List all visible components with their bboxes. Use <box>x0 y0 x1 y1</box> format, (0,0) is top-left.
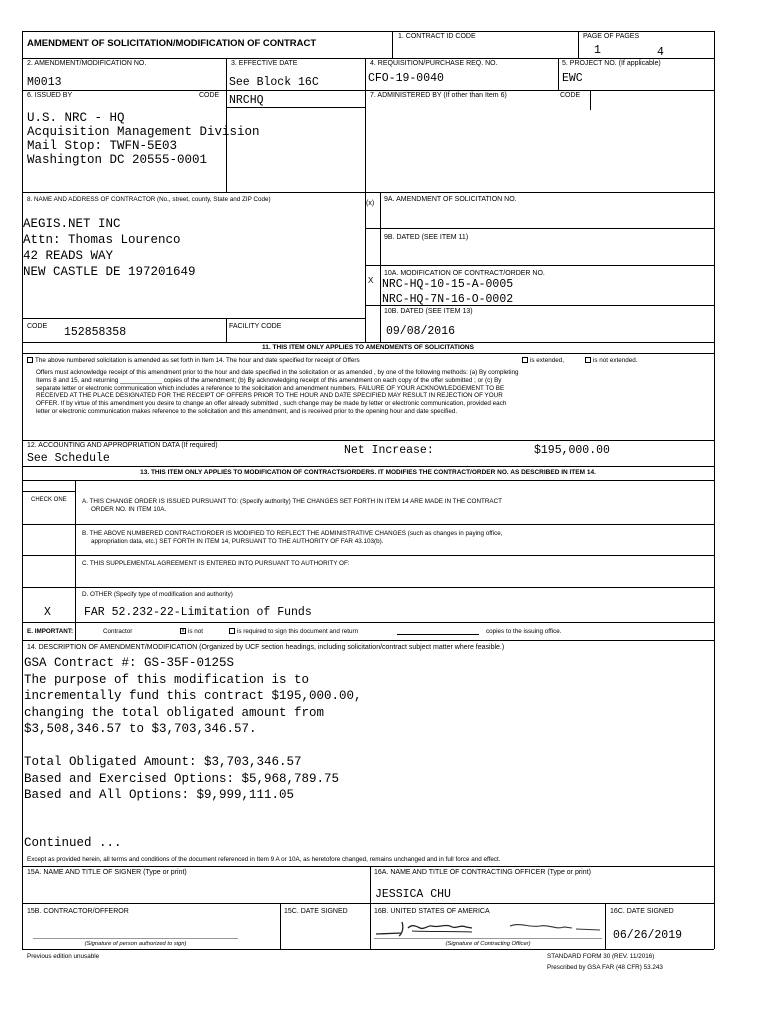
united-states-label: 16B. UNITED STATES OF AMERICA <box>374 908 490 915</box>
prescribed-text: Prescribed by GSA FAR (48 CFR) 53.243 <box>547 964 663 971</box>
item13-header: 13. THIS ITEM ONLY APPLIES TO MODIFICATION OF CONTRACTS/ORDERS. IT MODIFIES THE CONTRACT/ORDER NO. AS DESCRIBED IN ITEM 14. <box>140 469 596 476</box>
item13b-line1: B. THE ABOVE NUMBERED CONTRACT/ORDER IS MODIFIED TO REFLECT THE ADMINISTRATIVE CHANGES (such as changes in paying office, <box>82 530 503 537</box>
form-title: AMENDMENT OF SOLICITATION/MODIFICATION OF CONTRACT <box>27 38 317 49</box>
rule-check-col <box>75 480 76 640</box>
signer-signature-caption: (Signature of person authorized to sign) <box>84 941 187 947</box>
item13d-check-mark: X <box>44 606 51 619</box>
rule-15a <box>22 866 714 867</box>
rule-code <box>22 318 365 319</box>
continued-text: Continued ... <box>24 836 122 850</box>
modification-no-value: NRC-HQ-10-15-A-0005 <box>382 278 514 291</box>
issuer-address <box>27 110 260 174</box>
rule-row3 <box>22 90 714 91</box>
x-column-header: (x) <box>366 200 375 207</box>
copies-blank-line <box>397 634 479 635</box>
contractor-code-label: CODE <box>27 323 48 330</box>
contractor-line: NEW CASTLE DE 197201649 <box>23 265 196 279</box>
solicitation-amendment-label: 9A. AMENDMENT OF SOLICITATION NO. <box>384 196 517 203</box>
rule-x-col <box>380 192 381 342</box>
is-required-checkbox[interactable] <box>229 628 235 634</box>
rule-item11-head <box>22 353 714 354</box>
modification-check-mark: X <box>368 276 374 285</box>
description-line: Based and All Options: $9,999,111.05 <box>24 788 295 802</box>
description-label: 14. DESCRIPTION OF AMENDMENT/MODIFICATION (Organized by UCF section headings, including solicitation/contract subject matter where feasible.) <box>27 644 505 651</box>
description-line: The purpose of this modification is to <box>24 672 310 687</box>
item11-instructions <box>36 369 519 416</box>
issuer-line: Mail Stop: TWFN-5E03 <box>27 139 178 153</box>
important-label: E. IMPORTANT: <box>27 628 74 635</box>
rule-10a <box>365 265 714 266</box>
administered-by-label: 7. ADMINISTERED BY (If other than Item 6) <box>370 92 507 99</box>
is-not-extended-option[interactable]: is not extended. <box>585 357 637 365</box>
project-no-value: EWC <box>562 72 583 85</box>
rule-9b <box>365 228 714 229</box>
signer-name-label: 15A. NAME AND TITLE OF SIGNER (Type or print) <box>27 869 187 876</box>
accounting-value: See Schedule <box>27 452 110 465</box>
rule-f7code <box>590 90 591 110</box>
rule-item11 <box>22 342 714 343</box>
item13a-line2: ORDER NO. IN ITEM 10A. <box>91 506 167 513</box>
item11-header: 11. THIS ITEM ONLY APPLIES TO AMENDMENTS OF SOLICITATIONS <box>262 344 474 351</box>
contractor-offeror-label: 15B. CONTRACTOR/OFFEROR <box>27 908 129 915</box>
order-no-value: NRC-HQ-7N-16-O-0002 <box>382 293 514 306</box>
is-extended-option[interactable]: is extended, <box>522 357 564 365</box>
description-line: Total Obligated Amount: $3,703,346.57 <box>24 755 302 769</box>
contract-id-label: 1. CONTRACT ID CODE <box>398 33 476 40</box>
rule-16c <box>605 903 606 949</box>
rule-bottom <box>22 949 714 950</box>
check-one-label: CHECK ONE <box>31 497 67 503</box>
issuer-line: Washington DC 20555-0001 <box>27 153 208 167</box>
item11-line: Offers must acknowledge receipt of this amendment prior to the hour and date specified in the solicitation or as amended , by one of the following methods: (a) By completing <box>36 369 519 376</box>
rule-16a <box>370 866 371 949</box>
contractor-label: 8. NAME AND ADDRESS OF CONTRACTOR (No., street, county, State and ZIP Code) <box>27 196 271 203</box>
rule-13d <box>22 622 714 623</box>
previous-edition-text: Previous edition unusable <box>27 953 100 960</box>
description-line <box>24 738 362 755</box>
rule-13c <box>22 587 714 588</box>
rule-left <box>22 31 23 949</box>
contracting-officer-label: 16A. NAME AND TITLE OF CONTRACTING OFFICER (Type or print) <box>374 869 591 876</box>
contracting-officer-signature <box>372 914 604 940</box>
item13a-line1: A. THIS CHANGE ORDER IS ISSUED PURSUANT TO: (Specify authority) THE CHANGES SET FORTH IN ITEM 14 ARE MADE IN THE CONTRACT <box>82 498 502 505</box>
standard-form-text: STANDARD FORM 30 (REV. 11/2016) <box>547 953 655 960</box>
item11-checkbox[interactable] <box>27 357 33 363</box>
requisition-value: CFO-19-0040 <box>368 72 444 85</box>
contracting-officer-name: JESSICA CHU <box>375 888 451 901</box>
is-not-extended-checkbox[interactable] <box>585 357 591 363</box>
rule-15c <box>280 903 281 949</box>
rule-page <box>578 31 579 58</box>
accounting-label: 12. ACCOUNTING AND APPROPRIATION DATA (If required) <box>27 442 218 449</box>
modification-dated-label: 10B. DATED (SEE ITEM 13) <box>384 308 473 315</box>
contractor-word: Contractor <box>103 628 133 635</box>
issued-by-label: 6. ISSUED BY <box>27 92 73 99</box>
issuer-line: Acquisition Management Division <box>27 125 260 139</box>
description-line: GSA Contract #: GS-35F-0125S <box>24 656 235 670</box>
description-line: incrementally fund this contract $195,000.00, <box>24 689 362 703</box>
rule-important <box>22 640 714 641</box>
item11-line: letter or electronic communication makes reference to the solicitation and this amendment, and is received prior to the opening hour and date specified. <box>36 407 458 415</box>
amendment-no-value: M0013 <box>27 76 62 89</box>
contractor-code-value: 152858358 <box>64 326 127 339</box>
rule-right <box>714 31 715 949</box>
description-line: $3,508,346.57 to $3,703,346.57. <box>24 722 257 736</box>
item13d-value: FAR 52.232-22-Limitation of Funds <box>84 606 312 619</box>
modification-no-label: 10A. MODIFICATION OF CONTRACT/ORDER NO. <box>384 270 545 277</box>
contractor-address <box>23 216 196 280</box>
rule-row2 <box>22 58 714 59</box>
item13c-text: C. THIS SUPPLEMENTAL AGREEMENT IS ENTERED INTO PURSUANT TO AUTHORITY OF: <box>82 560 350 567</box>
effective-date-value: See Block 16C <box>229 76 319 89</box>
requisition-label: 4. REQUISITION/PURCHASE REQ. NO. <box>370 60 498 67</box>
officer-date-value: 06/26/2019 <box>613 929 683 942</box>
project-no-label: 5. PROJECT NO. (If applicable) <box>562 60 661 67</box>
item13b-line2: appropriation data, etc.) SET FORTH IN ITEM 14, PURSUANT TO THE AUTHORITY OF FAR 43.103(b). <box>91 538 384 545</box>
officer-signature-caption: (Signature of Contracting Officer) <box>445 941 531 947</box>
rule-issued-code <box>226 107 365 108</box>
item11-line: RECEIVED AT THE PLACE DESIGNATED FOR THE RECEIPT OF OFFERS PRIOR TO THE HOUR AND DATE SPECIFIED MAY RESULT IN REJECTION OF YOUR <box>36 392 503 400</box>
amendment-no-label: 2. AMENDMENT/MODIFICATION NO. <box>27 60 147 67</box>
page-number: 1 <box>594 44 601 57</box>
officer-date-label: 16C. DATE SIGNED <box>610 908 674 915</box>
solicitation-dated-label: 9B. DATED (SEE ITEM 11) <box>384 234 469 241</box>
rule-item12 <box>22 440 714 441</box>
issued-by-code: NRCHQ <box>229 94 264 107</box>
modification-dated-value: 09/08/2016 <box>386 325 456 338</box>
rule-13b <box>22 555 714 556</box>
issuer-line: U.S. NRC - HQ <box>27 111 125 125</box>
description-line: changing the total obligated amount from <box>24 705 325 720</box>
is-not-option[interactable]: x is not <box>181 628 204 635</box>
is-required-option[interactable]: is required to sign this document and return <box>229 628 358 636</box>
rule-f5 <box>558 58 559 90</box>
net-increase-value: $195,000.00 <box>534 444 610 457</box>
page-of-pages-label: PAGE OF PAGES <box>583 33 640 40</box>
effective-date-label: 3. EFFECTIVE DATE <box>231 60 298 67</box>
rule-top <box>22 31 714 32</box>
item11-line: Items 8 and 15, and returning ____________ copies of the amendment; (b) By acknowledging receipt of this amendment on each copy of the offer submitted ; or (c) By <box>36 376 502 384</box>
rule-item13 <box>22 466 714 467</box>
description-body <box>24 655 362 804</box>
rule-facility <box>226 318 227 342</box>
total-pages: 4 <box>657 46 664 59</box>
description-line: Based and Exercised Options: $5,968,789.75 <box>24 771 340 786</box>
issued-by-code-label: CODE <box>199 92 220 99</box>
except-text: Except as provided herein, all terms and conditions of the document referenced in Item 9 A or 10A, as heretofore changed, remains unchanged and in full force and effect. <box>27 856 501 863</box>
rule-row8 <box>22 192 714 193</box>
contractor-date-label: 15C. DATE SIGNED <box>284 908 348 915</box>
contractor-line: AEGIS.NET INC <box>23 217 121 231</box>
copies-to-text: copies to the issuing office. <box>486 628 562 635</box>
rule-item13-head <box>22 480 714 481</box>
item11-line: OFFER. If by virtue of this amendment you desire to change an offer already submitted , such change may be made by letter or electronic communication, provided each <box>36 400 507 408</box>
net-increase-label: Net Increase: <box>344 444 434 457</box>
item13d-text: D. OTHER (Specify type of modification and authority) <box>82 591 233 598</box>
signer-sign-line <box>33 938 238 939</box>
facility-code-label: FACILITY CODE <box>229 323 282 330</box>
item11-first-line: The above numbered solicitation is amended as set forth in Item 14. The hour and date specified for receipt of Offers <box>27 357 360 365</box>
rule-checkone <box>22 491 75 492</box>
rule-13a <box>22 524 714 525</box>
item11-line: separate letter or electronic communication which includes a reference to the solicitation and amendment numbers. FAILURE OF YOUR ACKNOWLEDGEMENT TO BE <box>36 384 505 392</box>
rule-15b <box>22 903 714 904</box>
contractor-line: Attn: Thomas Lourenco <box>23 233 181 247</box>
is-extended-checkbox[interactable] <box>522 357 528 363</box>
is-not-checkbox[interactable]: x <box>181 628 185 635</box>
rule-f1 <box>392 31 393 58</box>
administered-code-label: CODE <box>560 92 581 99</box>
contractor-line: 42 READS WAY <box>23 249 114 263</box>
